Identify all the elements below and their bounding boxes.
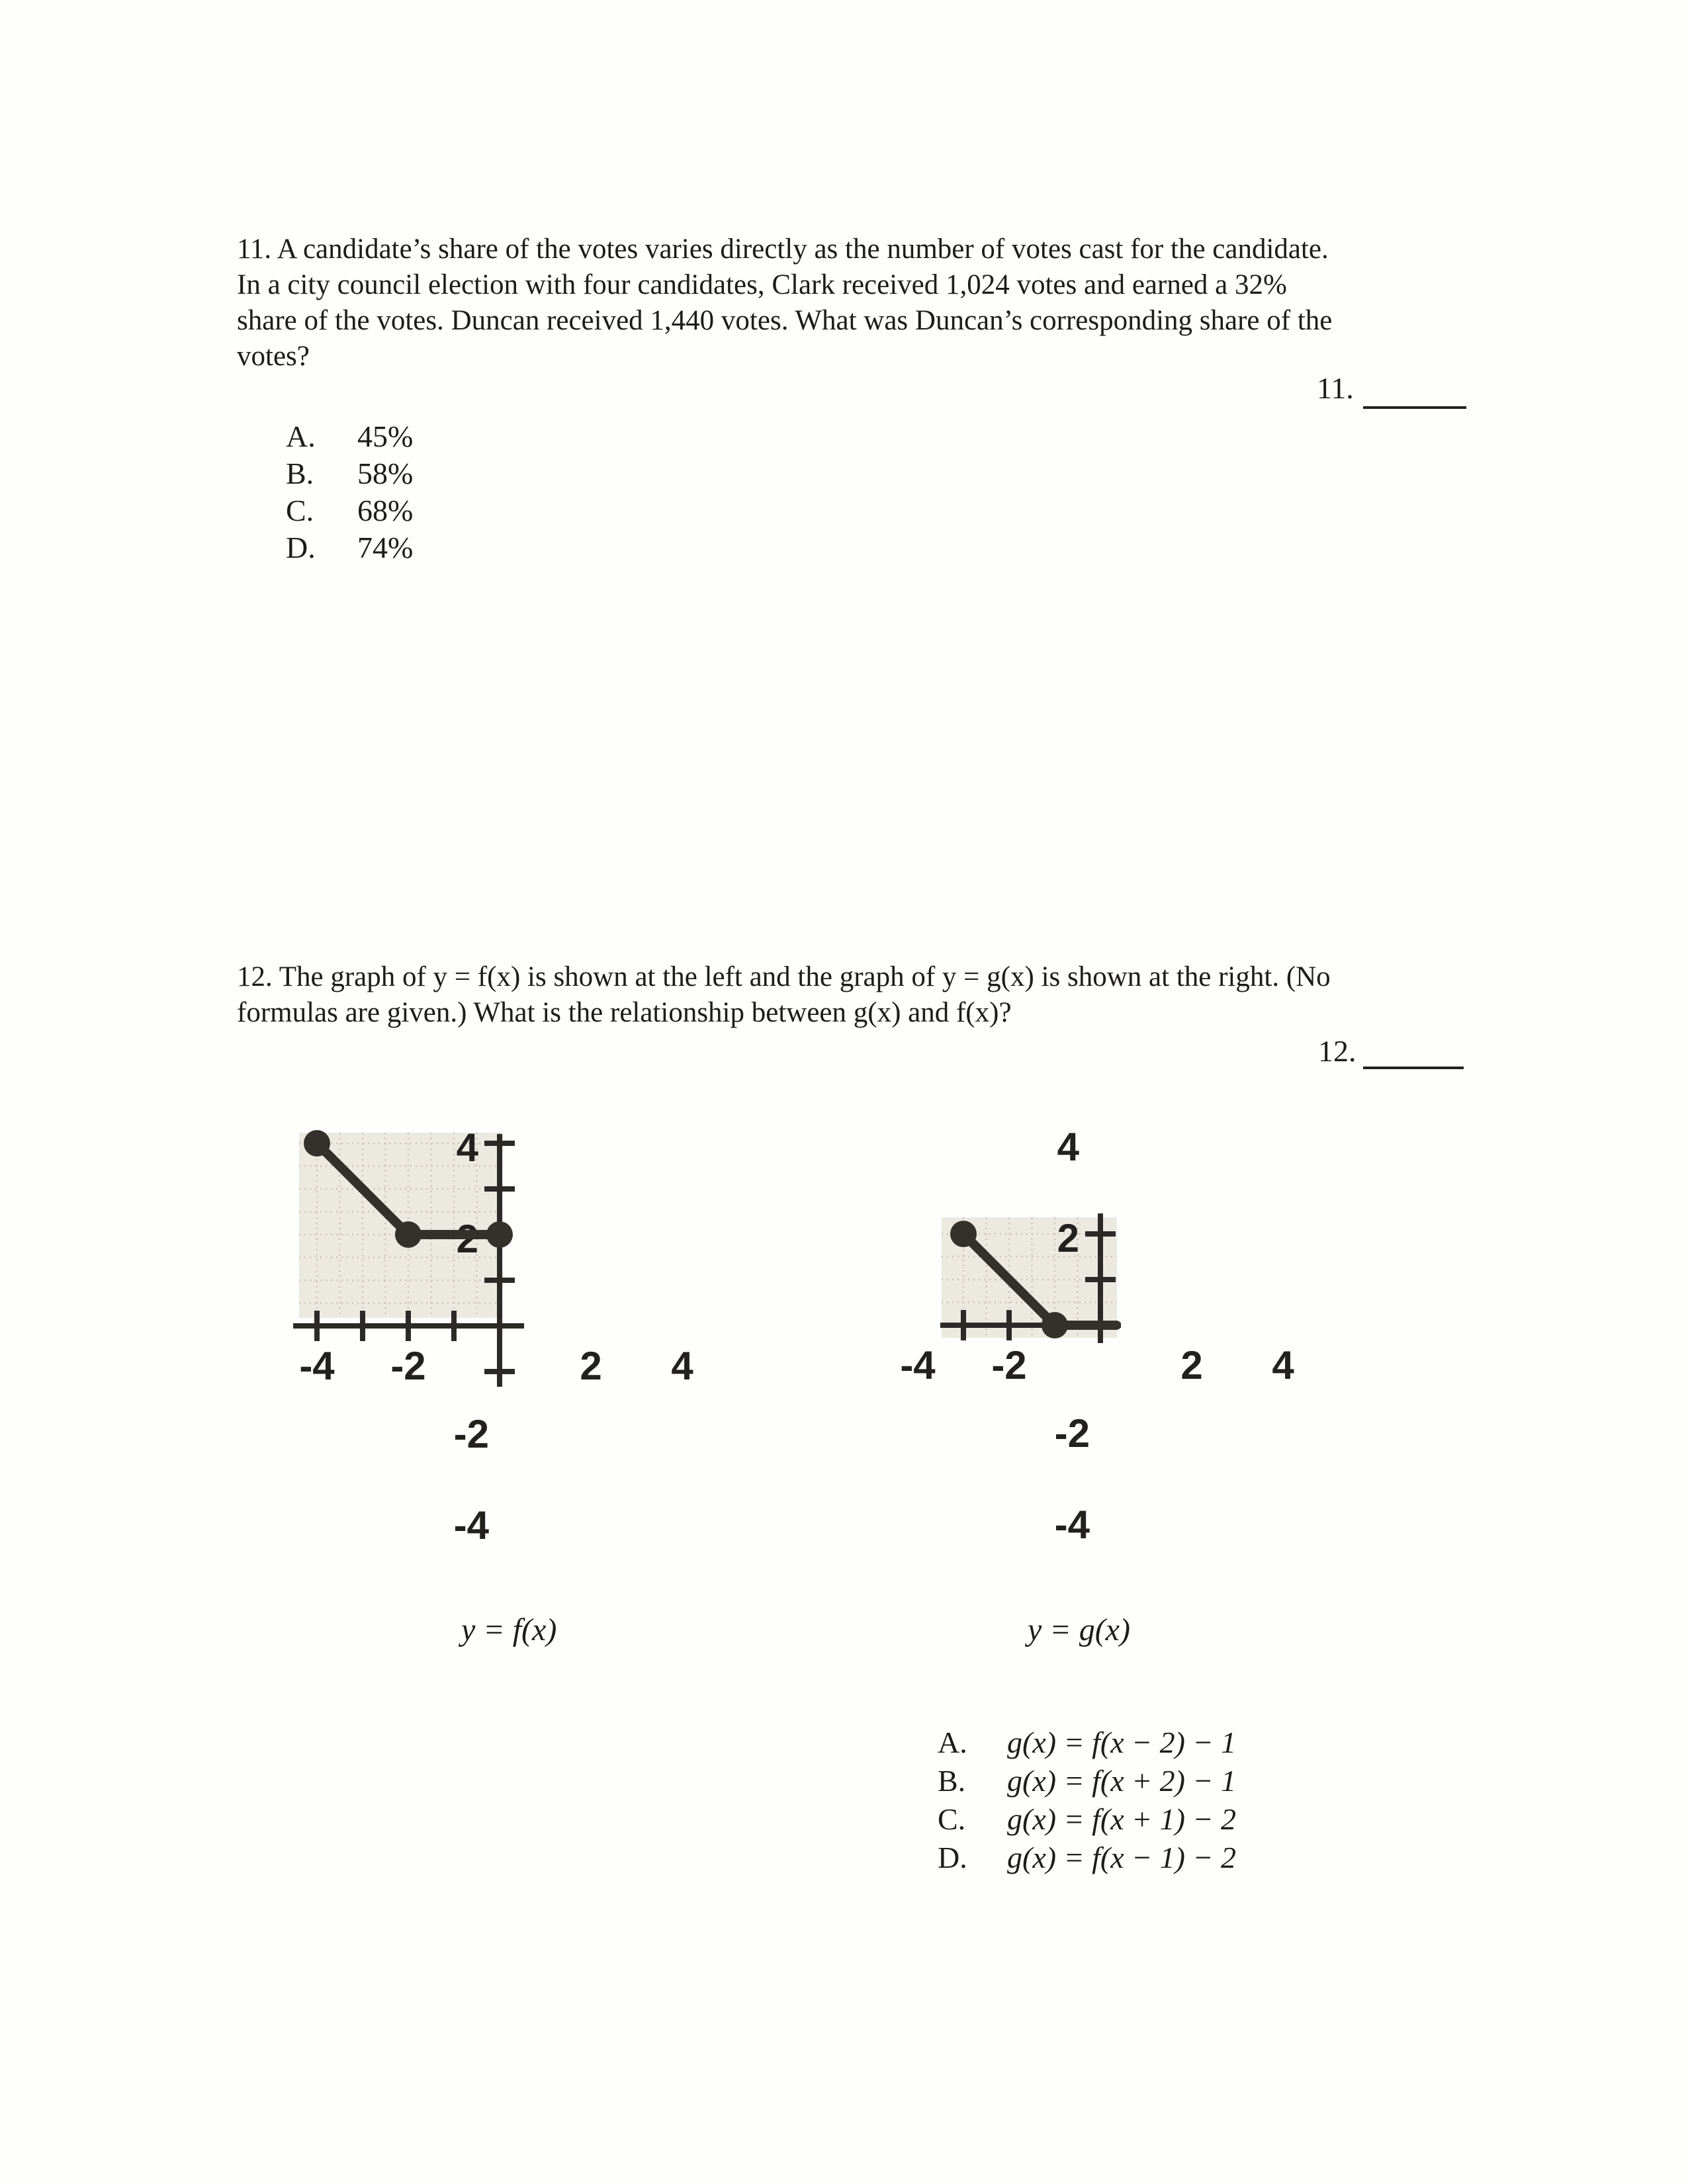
choice-12-b-formula: g(x) = f(x + 2) − 1 [1007, 1764, 1237, 1798]
choice-12-d-letter: D. [938, 1841, 967, 1874]
svg-text:4: 4 [456, 1125, 478, 1170]
choice-11-a-value: 45% [357, 419, 414, 453]
question-12-choices [938, 1724, 1236, 1877]
choice-11-d [286, 529, 413, 566]
svg-text:4: 4 [1272, 1343, 1294, 1387]
question-11-line-4: votes? [237, 341, 310, 372]
svg-text:-2: -2 [390, 1344, 426, 1388]
svg-text:-4: -4 [1054, 1503, 1090, 1547]
graph-g-caption: y = g(x) [1028, 1612, 1130, 1647]
svg-text:2: 2 [1180, 1343, 1203, 1387]
svg-text:2: 2 [1057, 1216, 1079, 1260]
svg-text:-4: -4 [299, 1344, 335, 1388]
svg-text:-4: -4 [900, 1343, 936, 1387]
answer-11-blank [1363, 371, 1466, 409]
choice-11-b-letter: B. [286, 457, 314, 490]
answer-11-label: 11. [1317, 371, 1354, 405]
choice-12-b [938, 1762, 1236, 1800]
choice-12-d-formula: g(x) = f(x − 1) − 2 [1007, 1841, 1237, 1874]
svg-text:2: 2 [456, 1217, 478, 1261]
svg-text:-2: -2 [991, 1343, 1027, 1387]
choice-11-d-letter: D. [286, 531, 316, 564]
choice-11-c-value: 68% [357, 494, 414, 527]
choice-11-c-letter: C. [286, 494, 314, 527]
choice-11-a-letter: A. [286, 419, 316, 453]
choice-11-b [286, 455, 413, 492]
svg-text:-2: -2 [453, 1412, 489, 1456]
answer-12-label: 12. [1318, 1034, 1356, 1068]
question-12-line-2: formulas are given.) What is the relationship between g(x) and f(x)? [237, 997, 1012, 1028]
graph-g [880, 1098, 1330, 1561]
choice-11-c [286, 492, 413, 529]
question-11-line-2: In a city council election with four candidates, Clark received 1,024 votes and earned a 32% [237, 269, 1287, 300]
question-11-line-1: 11. A candidate’s share of the votes varies directly as the number of votes cast for the candidate. [237, 234, 1329, 265]
graph-f-caption: y = f(x) [461, 1612, 557, 1647]
choice-12-b-letter: B. [938, 1764, 966, 1798]
question-12-line-1: 12. The graph of y = f(x) is shown at the left and the graph of y = g(x) is shown at the right. (No [237, 961, 1331, 992]
choice-11-b-value: 58% [357, 457, 414, 490]
svg-text:-2: -2 [1054, 1411, 1090, 1456]
question-12-text [237, 959, 1331, 1031]
choice-12-a [938, 1724, 1236, 1762]
graph-f-plot [299, 1125, 693, 1548]
choice-12-c-formula: g(x) = f(x + 1) − 2 [1007, 1802, 1237, 1836]
svg-text:4: 4 [1057, 1125, 1079, 1169]
choice-12-a-letter: A. [938, 1725, 967, 1759]
choice-12-c-letter: C. [938, 1802, 966, 1836]
svg-text:-4: -4 [453, 1503, 489, 1548]
svg-text:4: 4 [671, 1344, 693, 1388]
choice-11-a [286, 418, 413, 455]
svg-text:2: 2 [580, 1344, 602, 1388]
question-11-line-3: share of the votes. Duncan received 1,440 votes. What was Duncan’s corresponding share of the [237, 305, 1333, 336]
choice-12-d [938, 1839, 1236, 1877]
graph-f [265, 1098, 715, 1561]
question-11-text [237, 232, 1332, 374]
choice-12-a-formula: g(x) = f(x − 2) − 1 [1007, 1725, 1237, 1759]
choice-11-d-value: 74% [357, 531, 414, 564]
choice-12-c [938, 1800, 1236, 1839]
question-11-choices [286, 418, 413, 566]
answer-12-blank [1363, 1031, 1464, 1069]
